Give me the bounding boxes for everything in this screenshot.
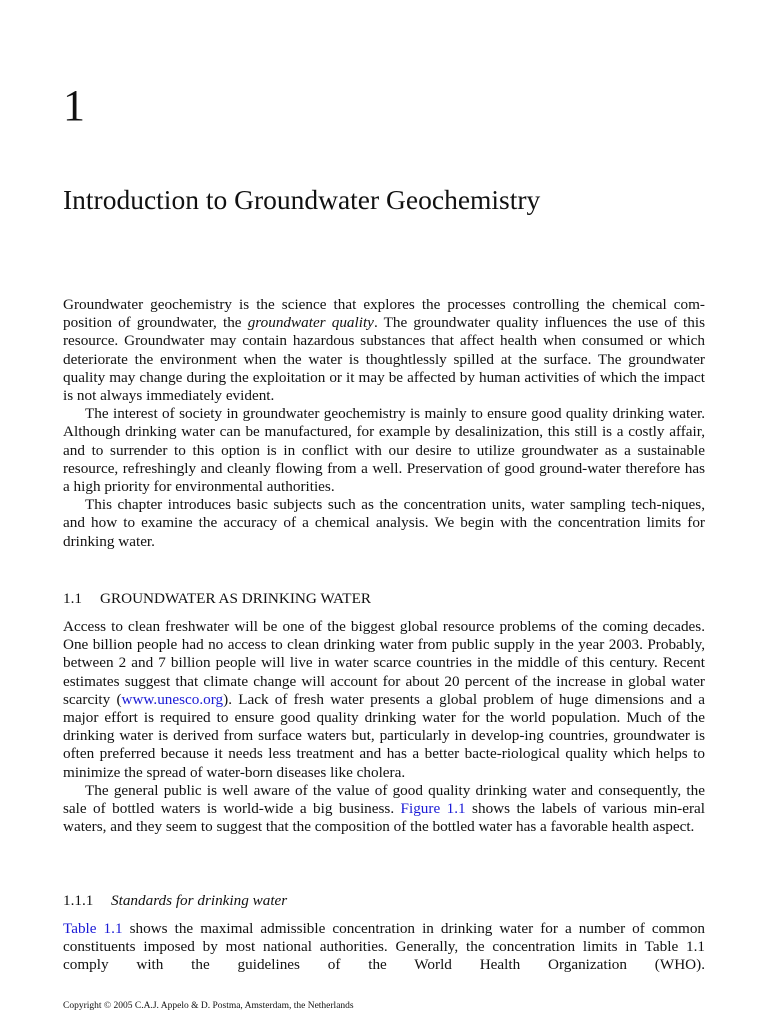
section-title: GROUNDWATER AS DRINKING WATER (100, 590, 371, 607)
section-number: 1.1 (63, 590, 82, 607)
intro-section (63, 296, 705, 551)
groundwater-quality-term: groundwater quality (247, 314, 374, 332)
section-1-1-paragraph-2 (63, 782, 705, 837)
section-heading-1-1 (63, 590, 371, 608)
intro-paragraph-3: This chapter introduces basic subjects such as the concentration units, water sampling tech-niques, and how to examine the accuracy of a chemical analysis. We begin with the concentration limits for drinking water. (63, 496, 705, 550)
subsection-1-1-1-paragraph-1 (63, 920, 705, 975)
section-1-1-paragraph-1 (63, 618, 705, 782)
s111-p1-text: shows the maximal admissible concentration in drinking water for a number of common constituents imposed by most national authorities. Generally, the concentration limits in Table 1.1 comply with the guidelines of the World Health Organization (WHO). (63, 920, 706, 974)
unesco-link[interactable]: www.unesco.org (121, 690, 224, 708)
subsection-title: Standards for drinking water (111, 892, 288, 909)
intro-paragraph-1 (63, 296, 705, 405)
s11-p1-text-b: ). Lack of fresh water presents a global problem of huge dimensions and a major effort is required to ensure good quality drinking water for the world population. Much of the drinking water is derived from surface waters but, particularly in develop-ing countries, groundwater is often preferred because it needs less treatment and has a better bacte-riological quality which helps to minimize the spread of water-born diseases like cholera. (63, 690, 706, 781)
table-1-1-link[interactable]: Table 1.1 (63, 920, 123, 937)
subsection-heading-1-1-1 (63, 892, 287, 910)
chapter-title: Introduction to Groundwater Geochemistry (63, 184, 541, 215)
subsection-number: 1.1.1 (63, 892, 94, 909)
s11-p1-text-a: Access to clean freshwater will be one of the biggest global resource problems of the coming decades. One billion people had no access to clean drinking water from public supply in the year 2003. Probably, between 2 and 7 billion people will live in water scarce countries in the middle of this century. Recent estimates suggest that climate change will account for about 20 percent of the increase in global water scarcity ( (63, 618, 705, 708)
intro-paragraph-2: The interest of society in groundwater geochemistry is mainly to ensure good quality drinking water. Although drinking water can be manufactured, for example by desalinization, this still is a costly affair, and to surrender to this option is in conflict with our desire to utilize groundwater as a sustainable resource, refreshingly and cleanly flowing from a well. Preservation of good ground-water therefore has a high priority for environmental authorities. (63, 405, 705, 496)
s11-p2-text-b: shows the labels of various min-eral waters, and they seem to suggest that the composition of the bottled water has a favorable health aspect. (63, 800, 705, 836)
copyright-footer: Copyright © 2005 C.A.J. Appelo & D. Postma, Amsterdam, the Netherlands (63, 1001, 354, 1011)
page (63, 0, 705, 1024)
intro-p1-text-a: Groundwater geochemistry is the science that explores the processes controlling the chemical com-position of groundwater, the (63, 296, 705, 332)
subsection-1-1-1-body (63, 920, 705, 975)
s11-p2-text-a: The general public is well aware of the value of good quality drinking water and consequently, the sale of bottled waters is world-wide a big business. (63, 781, 705, 818)
chapter-number: 1 (63, 81, 85, 130)
figure-1-1-link[interactable]: Figure 1.1 (400, 800, 466, 818)
intro-p1-text-b: . The groundwater quality influences the use of this resource. Groundwater may contain hazardous substances that affect health when consumed or which deteriorate the environment when the water is thoughtlessly spilled at the surface. The groundwater quality may change during the exploitation or it may be affected by human activities of which the impact is not always immediately evident. (63, 314, 706, 405)
section-1-1-body (63, 618, 705, 836)
